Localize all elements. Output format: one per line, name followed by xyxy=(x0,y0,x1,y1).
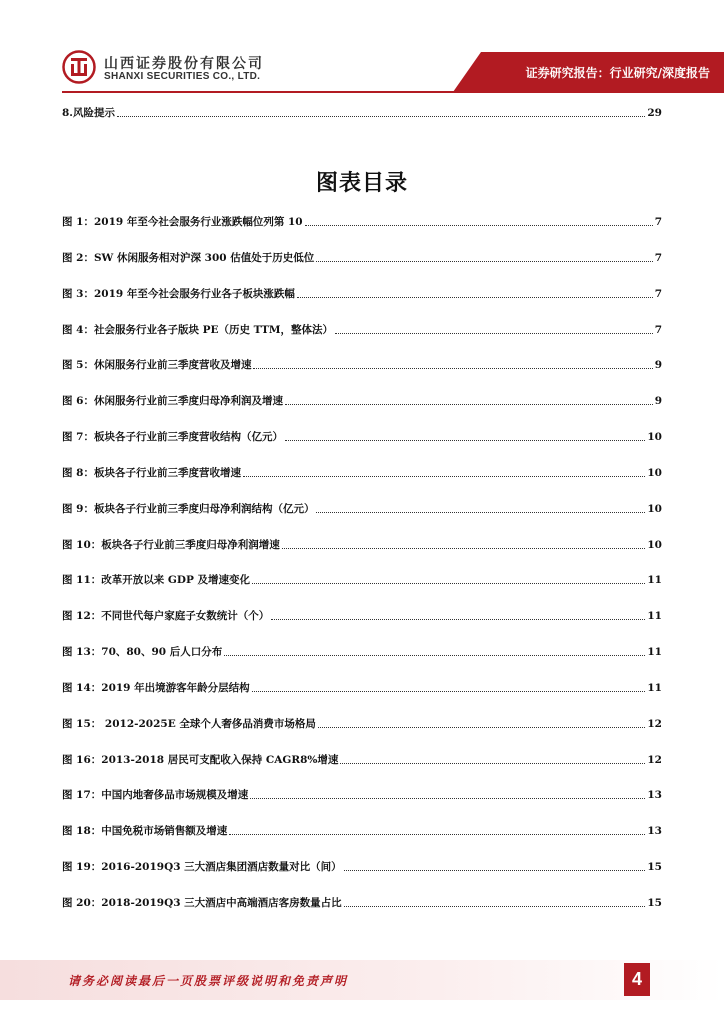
toc-dot-leader xyxy=(271,618,645,620)
figure-page: 7 xyxy=(654,252,662,264)
figure-toc-entry[interactable] xyxy=(62,356,662,372)
toc-dot-leader xyxy=(285,403,653,405)
toc-dot-leader xyxy=(224,654,645,656)
toc-dot-leader xyxy=(316,260,652,262)
figure-title: 图 8：板块各子行业前三季度营收增速 xyxy=(62,467,241,479)
toc-dot-leader xyxy=(297,296,653,298)
figure-toc-entry[interactable] xyxy=(62,464,662,480)
header-divider xyxy=(62,91,724,93)
figure-page: 11 xyxy=(647,574,662,586)
company-name-en: SHANXI SECURITIES CO., LTD. xyxy=(104,71,261,82)
figure-title: 图 16：2013-2018 居民可支配收入保持 CAGR8%增速 xyxy=(62,754,339,766)
toc-dot-leader xyxy=(305,224,653,226)
toc-dot-leader xyxy=(253,367,652,369)
figure-toc-entry[interactable] xyxy=(62,536,662,552)
figure-title: 图 4：社会服务行业各子版块 PE（历史 TTM，整体法） xyxy=(62,324,334,336)
figure-toc-entry[interactable] xyxy=(62,249,662,265)
figure-page: 9 xyxy=(654,395,662,407)
figure-page: 11 xyxy=(647,610,662,622)
figure-toc-entry[interactable] xyxy=(62,643,662,659)
company-name-cn: 山西证券股份有限公司 xyxy=(104,56,264,72)
figure-toc-entry[interactable] xyxy=(62,500,662,516)
figure-page: 10 xyxy=(647,467,662,479)
figure-title: 图 10：板块各子行业前三季度归母净利润增速 xyxy=(62,539,280,551)
figure-toc-entry[interactable] xyxy=(62,715,662,731)
figure-title: 图 15： 2012-2025E 全球个人奢侈品消费市场格局 xyxy=(62,718,316,730)
toc-dot-leader xyxy=(229,833,645,835)
figure-toc-entry[interactable] xyxy=(62,321,662,337)
figure-page: 12 xyxy=(647,718,662,730)
figure-title: 图 3：2019 年至今社会服务行业各子板块涨跌幅 xyxy=(62,288,295,300)
figure-page: 12 xyxy=(647,754,662,766)
figure-page: 11 xyxy=(647,646,662,658)
toc-entry-title: 8.风险提示 xyxy=(62,107,115,119)
figure-page: 9 xyxy=(654,359,662,371)
page-header xyxy=(0,0,724,92)
figure-page: 7 xyxy=(654,324,662,336)
figure-page: 7 xyxy=(654,216,662,228)
page-footer xyxy=(0,960,724,1000)
toc-dot-leader xyxy=(252,582,645,584)
shanxi-securities-logo-icon xyxy=(62,50,96,84)
figure-page: 10 xyxy=(647,431,662,443)
figure-toc-entry[interactable] xyxy=(62,428,662,444)
figure-toc-heading: 图表目录 xyxy=(315,171,408,196)
figure-page: 10 xyxy=(647,539,662,551)
disclaimer-notice: 请务必阅读最后一页股票评级说明和免责声明 xyxy=(68,974,349,988)
figure-toc-entry[interactable] xyxy=(62,894,662,910)
toc-dot-leader xyxy=(252,690,646,692)
figure-toc-entry[interactable] xyxy=(62,679,662,695)
toc-dot-leader xyxy=(340,762,645,764)
figure-toc-entry[interactable] xyxy=(62,285,662,301)
toc-dot-leader xyxy=(316,511,645,513)
figure-page: 15 xyxy=(647,861,662,873)
figure-title: 图 20：2018-2019Q3 三大酒店中高端酒店客房数量占比 xyxy=(62,897,342,909)
figure-toc-entry[interactable] xyxy=(62,858,662,874)
figure-page: 7 xyxy=(654,288,662,300)
figure-title: 图 2：SW 休闲服务相对沪深 300 估值处于历史低位 xyxy=(62,252,315,264)
figure-title: 图 12：不同世代每户家庭子女数统计（个） xyxy=(62,610,270,622)
figure-title: 图 7：板块各子行业前三季度营收结构（亿元） xyxy=(62,431,283,443)
figure-page: 11 xyxy=(647,682,662,694)
toc-dot-leader xyxy=(250,797,645,799)
toc-entry-page: 29 xyxy=(647,107,662,119)
toc-dot-leader xyxy=(285,439,645,441)
figure-title: 图 19：2016-2019Q3 三大酒店集团酒店数量对比（间） xyxy=(62,861,342,873)
figure-toc-entry[interactable] xyxy=(62,822,662,838)
figure-page: 13 xyxy=(647,825,662,837)
figure-toc-entry[interactable] xyxy=(62,786,662,802)
report-type-label: 证券研究报告：行业研究/深度报告 xyxy=(525,66,710,80)
toc-entry-risk[interactable] xyxy=(62,104,662,120)
toc-dot-leader xyxy=(344,905,646,907)
toc-dot-leader xyxy=(243,475,645,477)
figure-toc-entry[interactable] xyxy=(62,607,662,623)
figure-page: 15 xyxy=(647,897,662,909)
page-number: 4 xyxy=(624,963,650,996)
figure-title: 图 14：2019 年出境游客年龄分层结构 xyxy=(62,682,250,694)
figure-title: 图 13：70、80、90 后人口分布 xyxy=(62,646,223,658)
toc-dot-leader xyxy=(344,869,646,871)
figure-toc-entry[interactable] xyxy=(62,751,662,767)
figure-page: 13 xyxy=(647,789,662,801)
figure-toc-entry[interactable] xyxy=(62,213,662,229)
figure-title: 图 5：休闲服务行业前三季度营收及增速 xyxy=(62,359,252,371)
figure-toc-entry[interactable] xyxy=(62,392,662,408)
figure-title: 图 6：休闲服务行业前三季度归母净利润及增速 xyxy=(62,395,283,407)
figure-title: 图 9：板块各子行业前三季度归母净利润结构（亿元） xyxy=(62,503,315,515)
toc-dot-leader xyxy=(117,115,645,117)
toc-dot-leader xyxy=(318,726,645,728)
figure-title: 图 18：中国免税市场销售额及增速 xyxy=(62,825,228,837)
toc-dot-leader xyxy=(282,547,646,549)
figure-title: 图 17：中国内地奢侈品市场规模及增速 xyxy=(62,789,249,801)
figure-title: 图 11：改革开放以来 GDP 及增速变化 xyxy=(62,574,251,586)
toc-dot-leader xyxy=(335,332,653,334)
figure-title: 图 1：2019 年至今社会服务行业涨跌幅位列第 10 xyxy=(62,216,303,228)
figure-toc-entry[interactable] xyxy=(62,571,662,587)
figure-page: 10 xyxy=(647,503,662,515)
